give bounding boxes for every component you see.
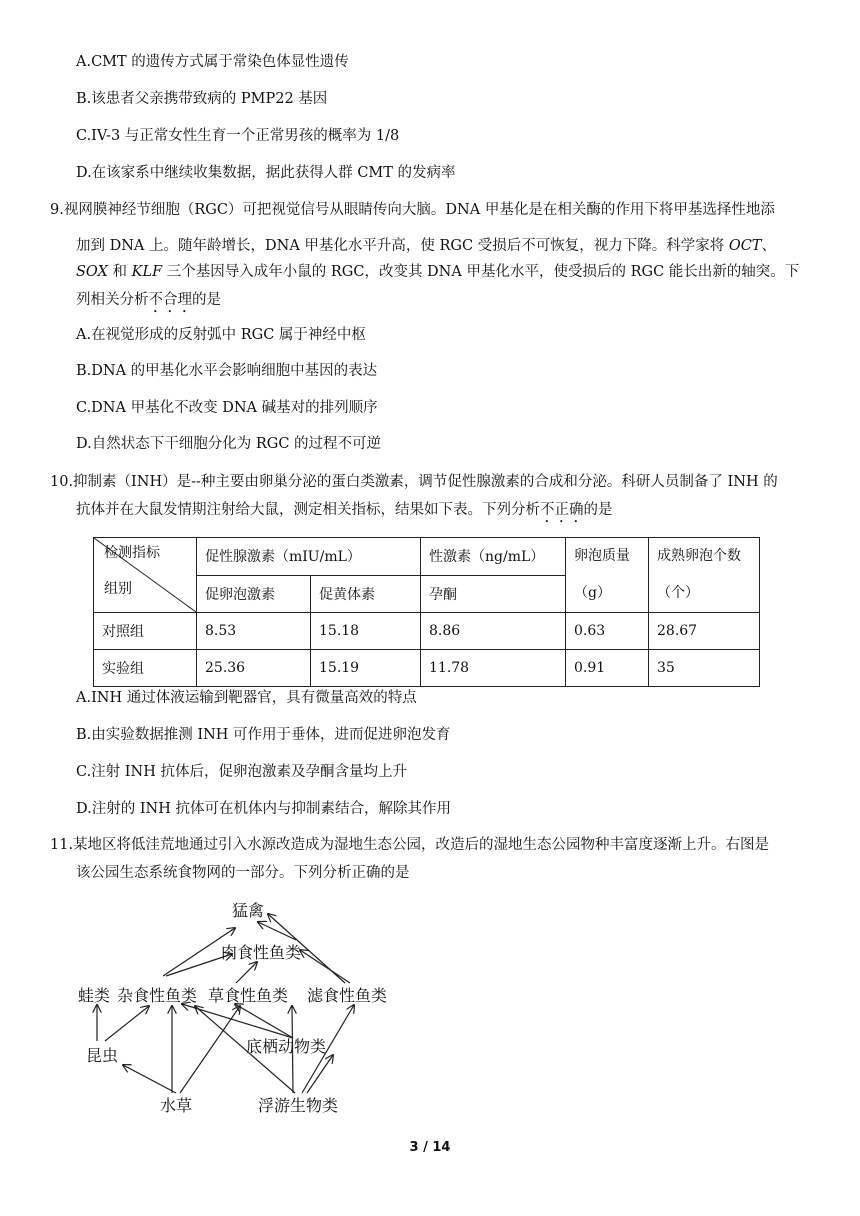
q9-stem-line3 [76,262,799,282]
q9-stem-line2-text: 加到 DNA 上。随年龄增长，DNA 甲基化水平升高，使 RGC 受损后不可恢复，视力下降。科学家将 [76,238,729,254]
subheader-fsh: 促卵泡激素 [197,575,311,613]
q8-option-a: A.CMT 的遗传方式属于常染色体显性遗传 [76,54,349,70]
row-follicle-mass: 0.63 [566,613,649,650]
header-sex-hormone: 性激素（ng/mL） [421,538,566,576]
gene-oct: OCT [728,238,762,254]
header-mature-follicles-line2: （个） [657,585,699,601]
q10-option-a: A.INH 通过体液运输到靶器官，具有微量高效的特点 [76,690,417,706]
row-lh: 15.19 [311,650,421,687]
q10-option-b: B.由实验数据推测 INH 可作用于垂体，进而促进卵泡发育 [76,727,451,743]
q11-stem-line2: 该公园生态系统食物网的一部分。下列分析正确的是 [76,865,410,881]
q10-emphasis: 不正确 [540,502,584,518]
page-number: 3 / 14 [409,1140,451,1155]
q9-stem-line3-and: 和 [107,264,132,280]
node-benthic-animals: 底栖动物类 [246,1037,327,1056]
q9-option-d: D.自然状态下干细胞分化为 RGC 的过程不可逆 [76,436,382,452]
row-fsh: 25.36 [197,650,311,687]
corner-top-label: 检测指标 [104,545,160,561]
header-mature-follicles [649,538,760,613]
row-follicle-mass: 0.91 [566,650,649,687]
q9-option-b: B.DNA 的甲基化水平会影响细胞中基因的表达 [76,363,378,379]
node-insects: 昆虫 [86,1046,119,1065]
q9-stem-line4-text: 列相关分析 [76,292,149,308]
row-progesterone: 8.86 [421,613,566,650]
header-mature-follicles-line1: 成熟卵泡个数 [657,548,741,564]
table-row [94,650,760,687]
header-follicle-mass-line2: （g） [574,585,611,601]
q8-option-c: C.IV-3 与正常女性生育一个正常男孩的概率为 1/8 [76,128,400,144]
q9-stem-line1: 9.视网膜神经节细胞（RGC）可把视觉信号从眼睛传向大脑。DNA 甲基化是在相关酶的作用下将甲基选择性地添 [50,202,775,218]
q10-stem-line2 [76,500,613,526]
q8-option-d: D.在该家系中继续收集数据，据此获得人群 CMT 的发病率 [76,165,456,181]
node-herbivorous-fish: 草食性鱼类 [208,986,289,1005]
header-gonadotropin: 促性腺激素（mIU/mL） [197,538,421,576]
gene-sox: SOX [76,264,108,280]
node-carnivorous-fish: 肉食性鱼类 [221,943,302,962]
q9-stem-line2 [76,236,776,256]
q9-stem-line4-end: 的是 [192,292,221,308]
table-corner-cell [94,538,197,613]
row-progesterone: 11.78 [421,650,566,687]
node-aquatic-plants: 水草 [160,1096,193,1115]
q9-stem-line3-text: 三个基因导入成年小鼠的 RGC，改变其 DNA 甲基化水平，使受损后的 RGC 能长出新的轴突。下 [162,264,800,280]
row-group: 实验组 [94,650,197,687]
table-header-row [94,538,760,576]
food-web-diagram [60,888,400,1123]
q9-stem-line4 [76,290,221,316]
row-lh: 15.18 [311,613,421,650]
q9-emphasis: 不合理 [148,292,192,308]
q10-option-c: C.注射 INH 抗体后，促卵泡激素及孕酮含量均上升 [76,764,407,780]
node-frogs: 蛙类 [78,986,111,1005]
subheader-progesterone: 孕酮 [421,575,566,613]
header-follicle-mass-line1: 卵泡质量 [574,548,630,564]
q10-stem-line1: 10.抑制素（INH）是--种主要由卵巢分泌的蛋白类激素，调节促性腺激素的合成和分泌。科研人员制备了 INH 的 [50,474,778,490]
q10-stem-line2-end: 的是 [583,502,613,518]
q9-option-c: C.DNA 甲基化不改变 DNA 碱基对的排列顺序 [76,400,378,416]
node-omnivorous-fish: 杂食性鱼类 [117,986,198,1005]
row-mature-count: 35 [649,650,760,687]
q8-option-b: B.该患者父亲携带致病的 PMP22 基因 [76,91,328,107]
row-fsh: 8.53 [197,613,311,650]
header-follicle-mass [566,538,649,613]
node-plankton: 浮游生物类 [258,1096,339,1115]
corner-bottom-label: 组别 [104,581,132,597]
q10-stem-line2-text: 抗体并在大鼠发情期注射给大鼠，测定相关指标，结果如下表。下列分析 [76,502,540,518]
gene-klf: KLF [131,264,163,280]
q10-option-d: D.注射的 INH 抗体可在机体内与抑制素结合，解除其作用 [76,801,451,817]
q9-stem-line2-punct: 、 [761,238,776,254]
hormone-table [93,537,760,687]
q9-option-a: A.在视觉形成的反射弧中 RGC 属于神经中枢 [76,327,366,343]
subheader-lh: 促黄体素 [311,575,421,613]
row-group: 对照组 [94,613,197,650]
node-filter-fish: 滤食性鱼类 [307,986,388,1005]
q11-stem-line1: 11.某地区将低洼荒地通过引入水源改造成为湿地生态公园，改造后的湿地生态公园物种丰富度逐渐上升。右图是 [50,837,770,853]
node-raptor: 猛禽 [232,901,265,920]
table-row [94,613,760,650]
row-mature-count: 28.67 [649,613,760,650]
